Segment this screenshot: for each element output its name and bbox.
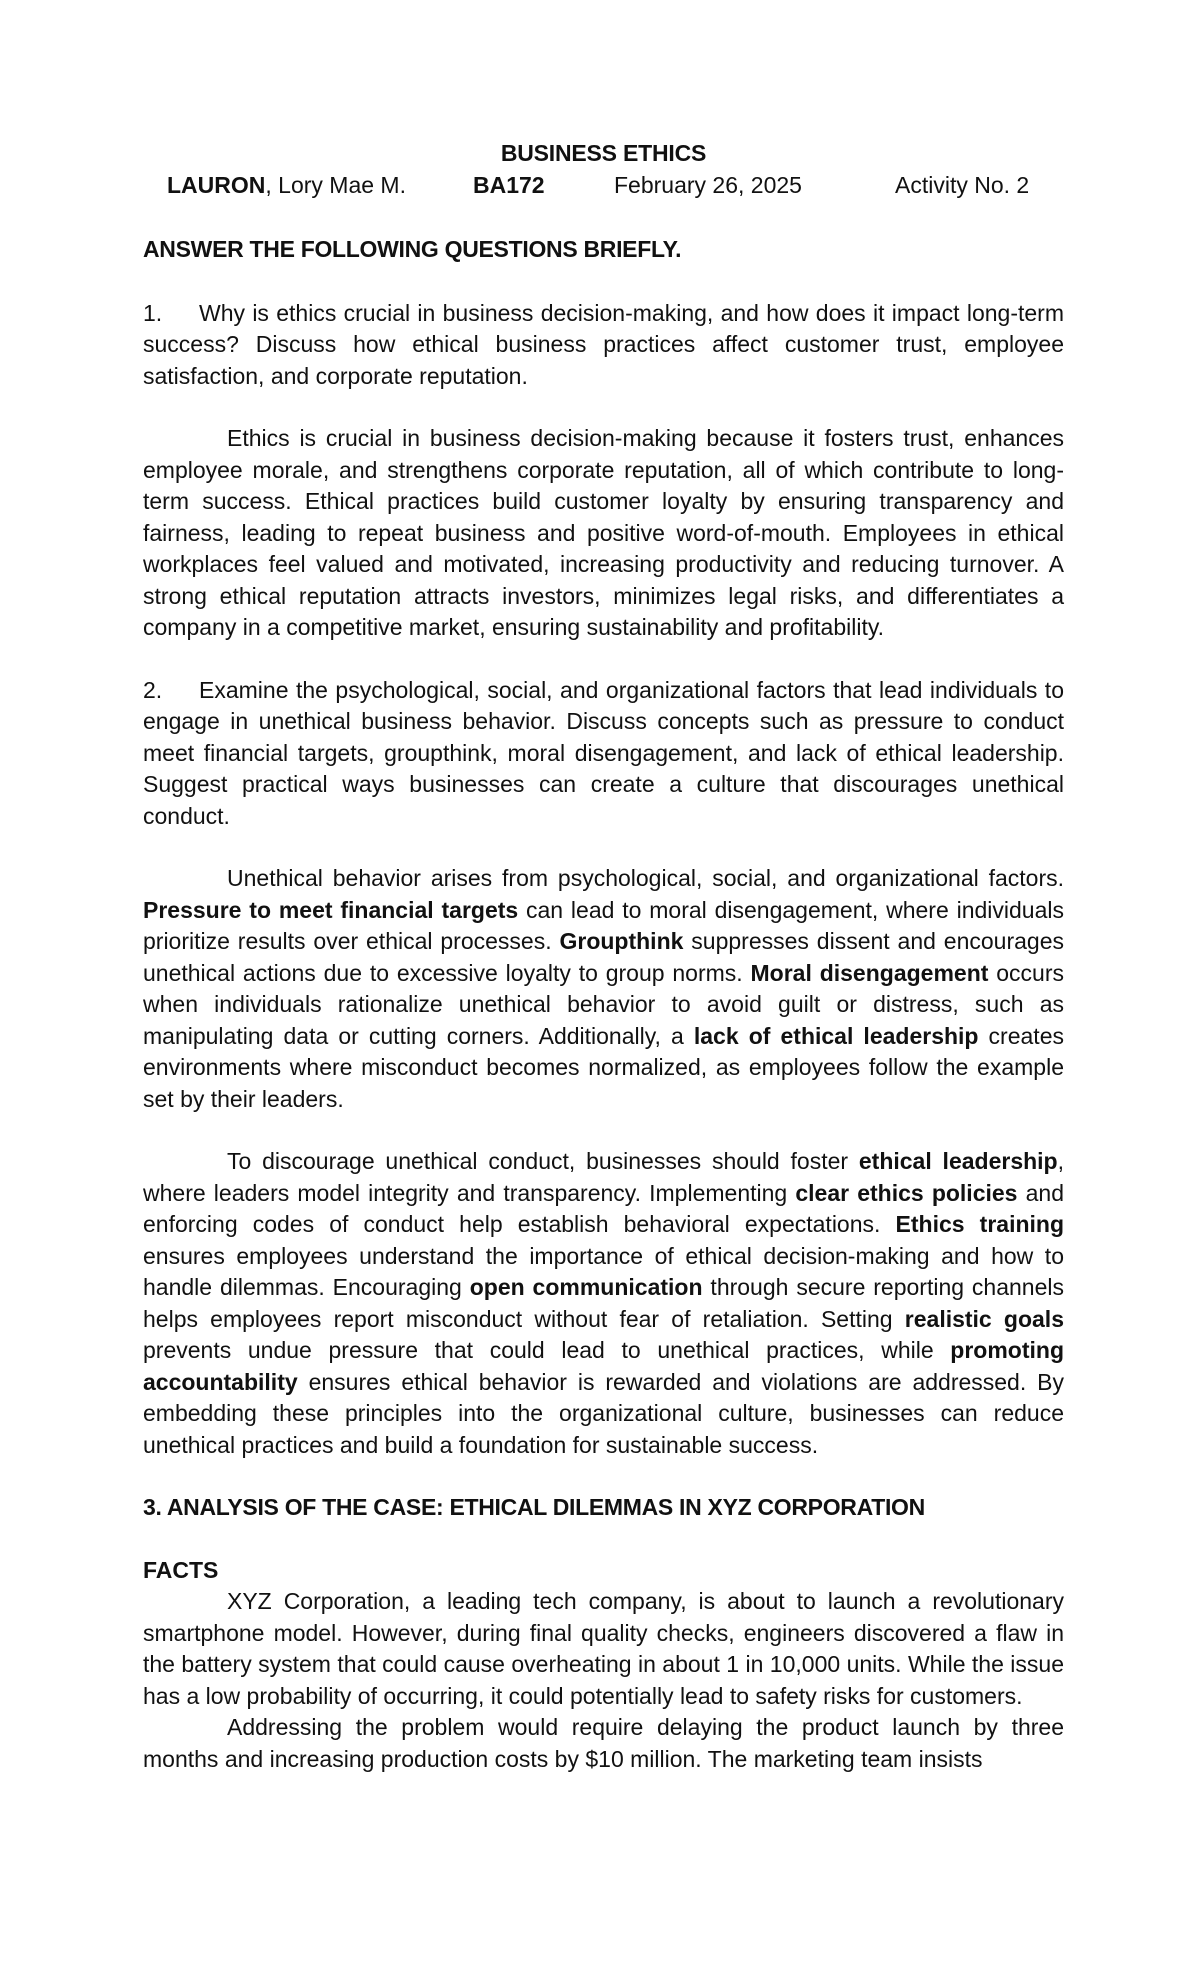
answer-text: Unethical behavior arises from psychological, social, and organizational factors.: [227, 865, 1064, 891]
facts-paragraph-2: Addressing the problem would require delaying the product launch by three months and increasing production costs by $10 million. The marketing team insists: [143, 1714, 1064, 1772]
student-given-name: , Lory Mae M.: [265, 171, 406, 198]
key-term: Pressure to meet financial targets: [143, 896, 519, 923]
document-title: BUSINESS ETHICS: [500, 140, 707, 166]
key-term: lack of ethical leadership: [693, 1022, 979, 1049]
key-term: promoting accountability: [143, 1337, 1064, 1395]
key-term: realistic goals: [904, 1305, 1064, 1332]
question-1-number: 1.: [143, 299, 163, 326]
answer-2-paragraph-1: [143, 863, 1064, 1115]
student-name: [167, 170, 406, 202]
answer-text: , where leaders model integrity and transparency. Implementing: [143, 1148, 1064, 1206]
answer-text: ensures employees understand the importance of ethical decision-making and how to handle dilemmas. Encouraging: [143, 1242, 1064, 1300]
answer-text: creates environments where misconduct becomes normalized, as employees follow the example set by their leaders.: [143, 1022, 1064, 1112]
facts-paragraph-1: XYZ Corporation, a leading tech company, is about to launch a revolutionary smartphone model. However, during final quality checks, engineers discovered a flaw in the battery system that could cause overheating in about 1 in 10,000 units. While the issue has a low probability of occurring, it could potentially lead to safety risks for customers.: [143, 1588, 1064, 1709]
answer-text: suppresses dissent and encourages unethical actions due to excessive loyalty to group norms.: [143, 928, 1064, 986]
key-term: Ethics training: [895, 1211, 1064, 1237]
answer-text: prevents undue pressure that could lead to unethical practices, while: [143, 1337, 951, 1363]
answer-text: through secure reporting channels helps employees report misconduct without fear of retaliation. Setting: [143, 1274, 1064, 1332]
key-term: Groupthink: [559, 928, 684, 954]
answer-text: occurs when individuals rationalize unethical behavior to avoid guilt or distress, such as manipulating data or cutting corners. Additionally, a: [143, 959, 1064, 1049]
instructions-heading: ANSWER THE FOLLOWING QUESTIONS BRIEFLY.: [143, 236, 682, 262]
answer-1: Ethics is crucial in business decision-making because it fosters trust, enhances employee morale, and strengthens corporate reputation, all of which contribute to long-term success. Ethical practices build customer loyalty by ensuring transparency and fairness, leading to repeat business and positive word-of-mouth. Employees in ethical workplaces feel valued and motivated, increasing productivity and reducing turnover. A strong ethical reputation attracts investors, minimizes legal risks, and differentiates a company in a competitive market, ensuring sustainability and profitability.: [143, 425, 1064, 640]
case-analysis-heading: 3. ANALYSIS OF THE CASE: ETHICAL DILEMMAS IN XYZ CORPORATION: [143, 1494, 925, 1520]
facts-heading: FACTS: [143, 1556, 219, 1583]
answer-text: ensures ethical behavior is rewarded and violations are addressed. By embedding these principles into the organizational culture, businesses can reduce unethical practices and build a foundation for sustainable success.: [143, 1368, 1064, 1458]
key-term: clear ethics policies: [795, 1179, 1018, 1206]
question-1: [143, 298, 1064, 393]
answer-text: To discourage unethical conduct, businesses should foster: [227, 1148, 859, 1174]
question-2-number: 2.: [143, 676, 163, 703]
course-code: BA172: [473, 171, 545, 198]
answer-text: and enforcing codes of conduct help establish behavioral expectations.: [143, 1179, 1064, 1237]
key-term: Moral disengagement: [750, 959, 989, 986]
submission-date: February 26, 2025: [614, 171, 802, 198]
header-info-row: [143, 170, 1064, 202]
key-term: open communication: [469, 1274, 703, 1300]
question-2-text: Examine the psychological, social, and organizational factors that lead individuals to engage in unethical business behavior. Discuss concepts such as pressure to conduct meet financial targets, groupthink, moral disengagement, and lack of ethical leadership. Suggest practical ways businesses can create a culture that discourages unethical conduct.: [143, 676, 1064, 829]
question-1-text: Why is ethics crucial in business decision-making, and how does it impact long-term success? Discuss how ethical business practices affect customer trust, employee satisfaction, and corporate reputation.: [143, 299, 1064, 389]
key-term: ethical leadership: [858, 1148, 1058, 1174]
answer-2-paragraph-2: [143, 1146, 1064, 1461]
question-2: [143, 675, 1064, 833]
answer-text: can lead to moral disengagement, where individuals prioritize results over ethical processes.: [143, 896, 1064, 954]
activity-number: Activity No. 2: [895, 171, 1030, 198]
student-surname: LAURON: [167, 171, 266, 198]
